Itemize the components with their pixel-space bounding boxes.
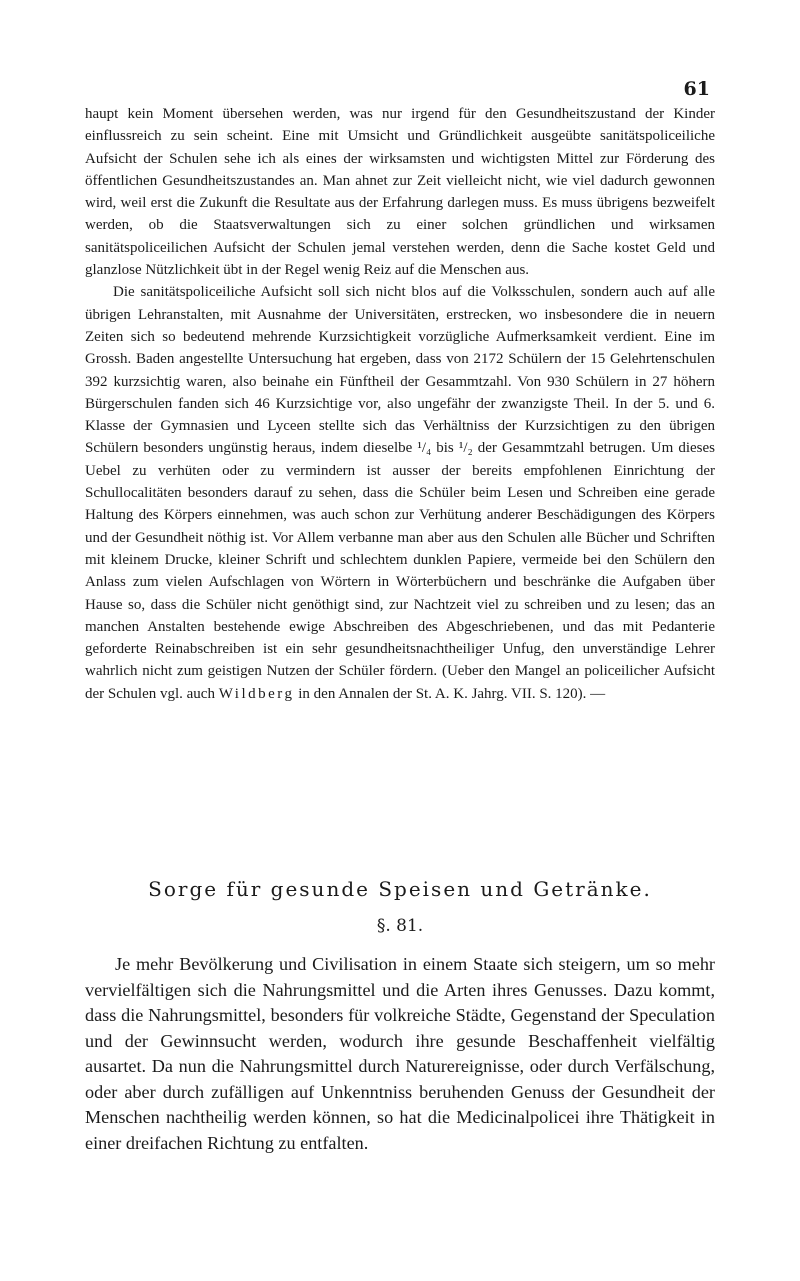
author-name-wildberg: Wildberg — [218, 685, 295, 702]
section-heading: Sorge für gesunde Speisen und Getränke. — [148, 877, 652, 901]
paragraph-myopia-body: Die sanitätspoliceiliche Aufsicht soll sich nicht blos auf die Volksschulen, sondern auch auf alle übrigen Lehranstalten, mit Ausnahme der Universitäten, erstrecken, wo insbesondere die in neuern Zeiten sich so bedeutend mehrende Kurzsichtigkeit vorzügliche Aufmerksamkeit verdient. Eine im Grossh. Baden angestellte Untersuchung hat ergeben, dass von 2172 Schülern der 15 Gelehrtenschulen 392 kurzsichtig waren, also beinahe ein Fünftheil der Gesammtzahl. Von 930 Schülern in 27 höhern Bürgerschulen fanden sich 46 Kurzsichtige vor, also ungefähr der zwanzigste Theil. In der 5. und 6. Klasse der Gymnasien und Lyceen stellte sich das Verhältniss der Kurzsichtigen zu den übrigen Schülern besonders ungünstig heraus, indem dieselbe ¹/₄ bis ¹/₂ der Gesammtzahl betrugen. Um dieses Uebel zu verhüten oder zu vermindern ist ausser der bereits empfohlenen Einrichtung der Schullocalitäten besonders darauf zu sehen, dass die Schüler beim Lesen und Schreiben eine gerade Haltung des Körpers einnehmen, was auch schon zur Verhütung anderer Beschädigungen des Körpers und der Gesundheit nöthig ist. Vor Allem verbanne man aber aus den Schulen alle Bücher und Schriften mit kleinem Drucke, kleiner Schrift und schlechtem dunklen Papiere, vermeide bei den Schülern den Anlass zum vielen Aufschlagen von Wörtern in Wörterbüchern und beschränke die Aufgaben über Hause so, dass die Schüler nicht genöthigt sind, zur Nachtzeit viel zu schreiben und zu lesen; das an manchen Anstalten bestehende ewige Abschreiben des Abgeschriebenen, und das mit Pedanterie geforderte Reinabschreiben ist ein sehr gesundheitsnachtheiliger Unfug, den unverständige Lehrer wahrlich nicht zum geistigen Nutzen der Schüler fördern. (Ueber den Mangel an policeilicher Aufsicht der Schulen vgl. auch — [85, 284, 715, 702]
paragraph-myopia — [85, 281, 715, 705]
paragraph-myopia-citation: in den Annalen der St. A. K. Jahrg. VII. S. 120). — — [294, 685, 606, 702]
page-number: 61 — [683, 78, 710, 100]
paragraph-school-supervision: haupt kein Moment übersehen werden, was nur irgend für den Gesundheitszustand der Kinder einflussreich zu sein scheint. Eine mit Umsicht und Gründlichkeit ausgeübte sanitätspoliceiliche Aufsicht der Schulen sehe ich als eines der wirksamsten und wichtigsten Mittel zur Förderung des öffentlichen Gesundheitszustandes an. Man ahnet zur Zeit vielleicht nicht, wie viel dadurch gewonnen wird, weil erst die Zukunft die Resultate aus der Erfahrung darlegen muss. Es muss übrigens bezweifelt werden, ob die Staatsverwaltungen sich zu einer solchen gründlichen und wirksamen sanitätspoliceilichen Aufsicht der Schulen jemal verstehen werden, denn die Sache kostet Geld und glanzlose Nützlichkeit übt in der Regel wenig Reiz auf die Menschen aus. — [85, 106, 715, 279]
paragraph-food-supply: Je mehr Bevölkerung und Civilisation in einem Staate sich steigern, um so mehr vervielfältigen sich die Nahrungsmittel und die Arten ihres Genusses. Dazu kommt, dass die Nahrungsmittel, besonders für volkreiche Städte, Gegenstand der Speculation und der Gewinnsucht werden, wodurch ihre gesunde Beschaffenheit vielfältig ausartet. Da nun die Nahrungsmittel durch Naturereignisse, oder durch Verfälschung, oder aber durch zufälligen auf Unkenntniss beruhenden Genuss der Gesundheit der Menschen nachtheilig werden können, so hat die Medicinalpolicei ihre Thätigkeit in einer dreifachen Richtung zu entfalten. — [85, 954, 715, 1153]
section-a-text — [85, 103, 715, 705]
section-b-text — [85, 952, 715, 1156]
section-number: §. 81. — [376, 916, 424, 936]
